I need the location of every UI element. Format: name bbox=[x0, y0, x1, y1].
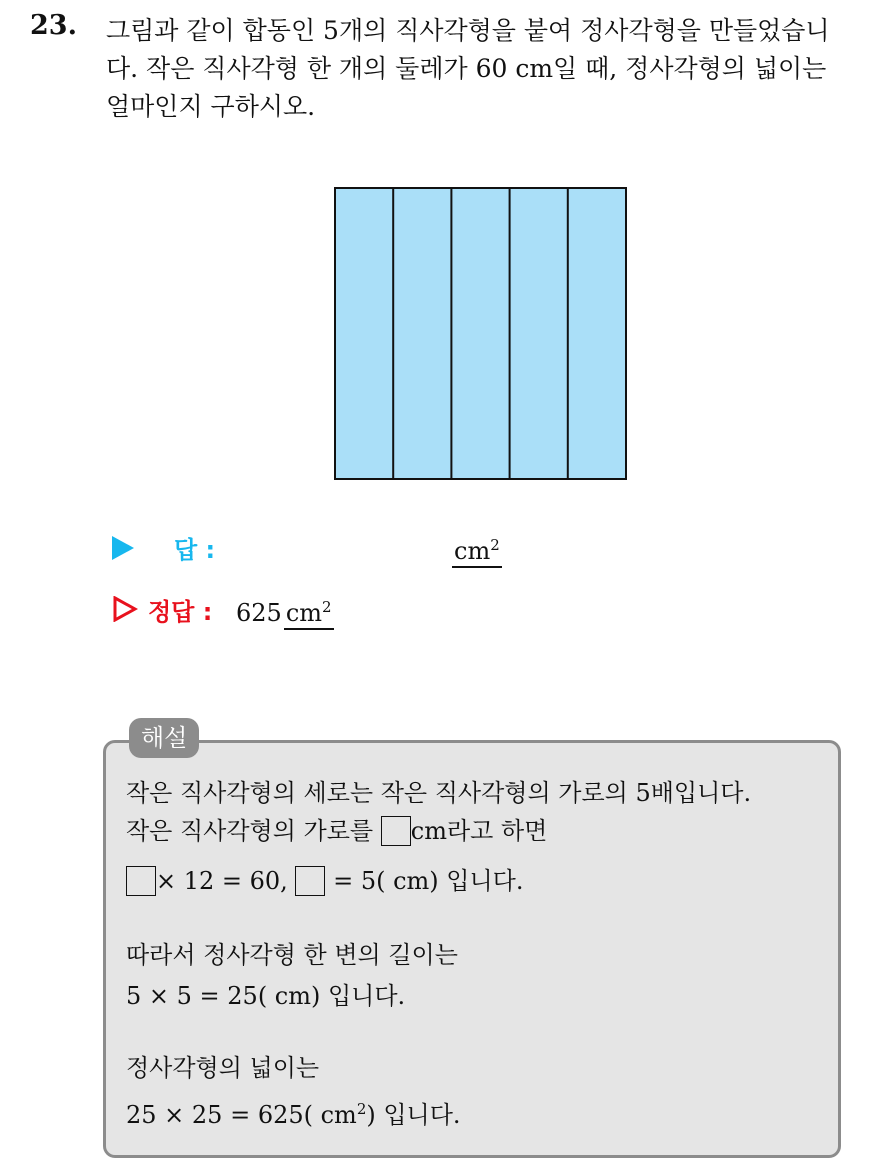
answer-unit: cm bbox=[454, 537, 491, 565]
correct-number: 625 bbox=[236, 599, 282, 627]
solution-line-2 bbox=[126, 816, 547, 846]
solution-line-3-part1: × 12 = 60, bbox=[156, 867, 288, 895]
solution-line-7-after: ) 입니다. bbox=[366, 1101, 461, 1129]
blank-box bbox=[381, 816, 411, 846]
correct-unit-exponent: 2 bbox=[322, 598, 332, 616]
problem-number: 23. bbox=[30, 10, 77, 41]
question-text bbox=[106, 12, 866, 126]
solution-tab: 해설 bbox=[129, 718, 199, 758]
answer-blank[interactable] bbox=[452, 532, 502, 568]
question-line-3: 얼마인지 구하시오. bbox=[106, 92, 316, 121]
question-line-1: 그림과 같이 합동인 5개의 직사각형을 붙여 정사각형을 만들었습니 bbox=[106, 16, 830, 45]
correct-answer-row bbox=[108, 590, 608, 630]
solution-line-5: 5 × 5 = 25( cm) 입니다. bbox=[126, 982, 406, 1010]
solution-line-2-before: 작은 직사각형의 가로를 bbox=[126, 817, 374, 845]
solution-line-7-before: 25 × 25 = 625( cm bbox=[126, 1101, 357, 1129]
square-outline bbox=[335, 188, 626, 479]
answer-row bbox=[108, 528, 608, 568]
solution-line-6: 정사각형의 넓이는 bbox=[126, 1054, 320, 1082]
blank-box bbox=[126, 866, 156, 896]
solution-line-4: 따라서 정사각형 한 변의 길이는 bbox=[126, 941, 458, 969]
correct-unit bbox=[284, 594, 334, 630]
solution-line-7 bbox=[126, 1094, 461, 1130]
question-line-2: 다. 작은 직사각형 한 개의 둘레가 60 cm일 때, 정사각형의 넓이는 bbox=[106, 54, 827, 83]
outline-arrow-icon bbox=[112, 596, 138, 622]
correct-value bbox=[236, 594, 334, 630]
answer-label: 답 : bbox=[174, 536, 216, 564]
solution-line-7-exponent: 2 bbox=[356, 1100, 367, 1118]
blank-box bbox=[295, 866, 325, 896]
play-arrow-icon bbox=[112, 536, 134, 560]
solution-line-3 bbox=[126, 866, 523, 896]
answer-unit-exponent: 2 bbox=[490, 536, 500, 554]
correct-unit-text: cm bbox=[285, 599, 323, 627]
square-figure bbox=[334, 187, 627, 480]
solution-line-1: 작은 직사각형의 세로는 작은 직사각형의 가로의 5배입니다. bbox=[126, 779, 752, 807]
solution-line-2-after: cm라고 하면 bbox=[410, 817, 548, 845]
correct-label: 정답 : bbox=[148, 598, 213, 626]
solution-line-3-part2: = 5( cm) 입니다. bbox=[333, 867, 524, 895]
